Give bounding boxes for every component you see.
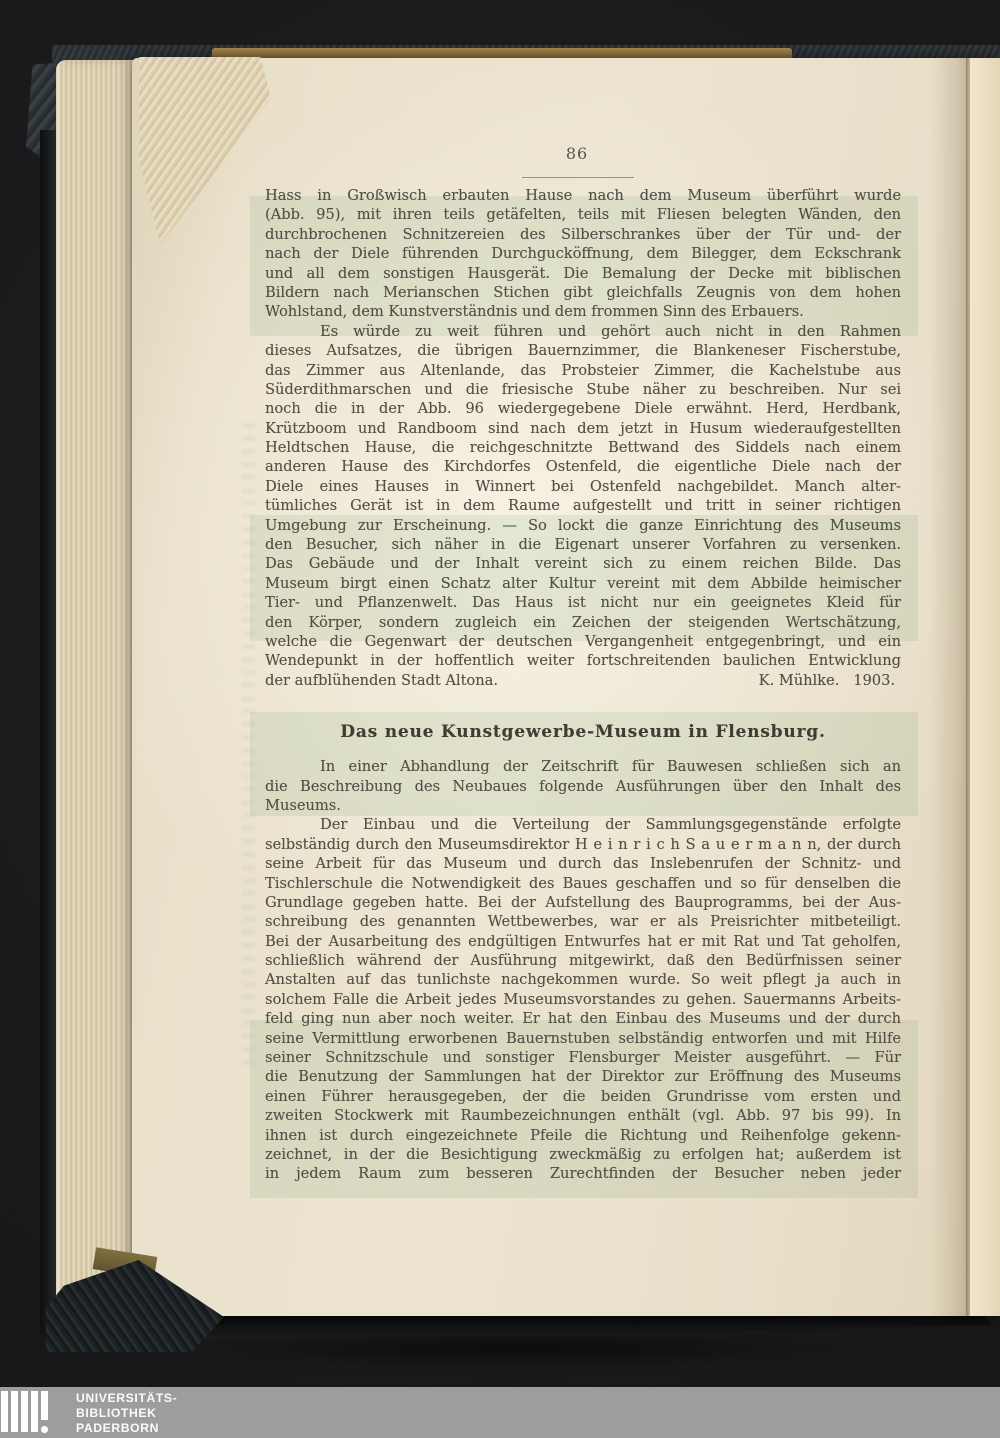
text-line: Hass in Großwisch erbauten Hause nach dem Museum überführt wurde <box>265 187 901 204</box>
library-name <box>76 1391 177 1436</box>
section-heading: Das neue Kunstgewerbe-Museum in Flensburg. <box>340 722 826 743</box>
margin-stamp-ghost <box>242 420 255 1065</box>
text-line: ihnen ist durch eingezeichnete Pfeile die Richtung und Reihenfolge gekenn- <box>265 1126 901 1144</box>
text-line: den Körper, sondern zugleich ein Zeichen der steigenden Wertschätzung, <box>265 613 901 631</box>
text-line: der aufblühenden Stadt Altona. <box>265 671 498 689</box>
page-number-rule <box>522 177 634 178</box>
text-line: seine Vermittlung erworbenen Bauernstuben selbständig entworfen und mit Hilfe <box>265 1029 901 1047</box>
text-line: zeichnet, in der die Besichtigung zweckmäßig zu erfolgen hat; außerdem ist <box>265 1145 901 1163</box>
text-line: welche die Gegenwart der deutschen Vergangenheit entgegenbringt, und ein <box>265 632 901 650</box>
text-line: schreibung des genannten Wettbewerbes, war er als Preisrichter mitbeteiligt. <box>265 913 901 931</box>
text-line: selbständig durch den Museumsdirektor H e i n r i c h S a u e r m a n n, der durch <box>265 835 901 853</box>
text-line: in jedem Raum zum besseren Zurechtfinden der Besucher neben jeder <box>265 1165 901 1183</box>
text-column <box>265 186 901 1184</box>
next-page-edge <box>970 58 1000 1316</box>
text-line: den Besucher, sich näher in die Eigenart unserer Vorfahren zu versenken. <box>265 536 901 554</box>
text-line: zweiten Stockwerk mit Raumbezeichnungen enthält (vgl. Abb. 97 bis 99). In <box>265 1107 901 1125</box>
text-line: Bei der Ausarbeitung des endgültigen Entwurfes hat er mit Rat und Tat geholfen, <box>265 932 901 950</box>
text-line: Museums. <box>265 796 341 814</box>
text-line: Heldtschen Hause, die reichgeschnitzte Bettwand des Siddels nach einem <box>265 439 901 457</box>
text-line: Grundlage gegeben hatte. Bei der Aufstellung des Bauprogramms, bei der Aus- <box>265 893 901 911</box>
text-line: Bildern nach Merianschen Stichen gibt gleichfalls Zeugnis von dem hohen <box>265 283 901 301</box>
text-line: In einer Abhandlung der Zeitschrift für Bauwesen schließen sich an <box>320 758 901 776</box>
author-signature: K. Mühlke. 1903. <box>758 671 895 689</box>
library-name-line: PADERBORN <box>76 1421 160 1435</box>
page-stack-edges <box>56 60 144 1318</box>
page-crease <box>966 58 969 1316</box>
signature-line <box>265 671 901 690</box>
text-line: die Beschreibung des Neubaues folgende Ausführungen über den Inhalt des <box>265 777 901 795</box>
logo-dot <box>41 1426 48 1433</box>
library-footer-bar <box>0 1387 1000 1438</box>
library-name-line: BIBLIOTHEK <box>76 1406 157 1420</box>
text-line: Das Gebäude und der Inhalt vereint sich zu einem reichen Bilde. Das <box>265 555 901 573</box>
text-line: das Zimmer aus Altenlande, das Probsteier Zimmer, die Kachelstube aus <box>265 361 901 379</box>
text-line: (Abb. 95), mit ihren teils getäfelten, teils mit Fliesen belegten Wänden, den <box>265 206 901 224</box>
book-shadow <box>130 1336 910 1376</box>
text-line: Krützboom und Randboom sind nach dem jetzt in Husum wiederaufgestellten <box>265 419 901 437</box>
text-line: die Benutzung der Sammlungen hat der Direktor zur Eröffnung des Museums <box>265 1068 901 1086</box>
text-line: durchbrochenen Schnitzereien des Silberschrankes über der Tür und- der <box>265 225 901 243</box>
text-line: Anstalten auf das tunlichste nachgekommen wurde. So weit pflegt ja auch in <box>265 971 901 989</box>
text-line: Wohlstand, dem Kunstverständnis und dem frommen Sinn des Erbauers. <box>265 303 804 321</box>
text-line: Wendepunkt in der hoffentlich weiter fortschreitenden baulichen Entwicklung <box>265 652 901 670</box>
text-line: solchem Falle die Arbeit jedes Museumsvorstandes zu gehen. Sauermanns Arbeits- <box>265 990 901 1008</box>
library-name-line: UNIVERSITÄTS- <box>76 1391 178 1405</box>
page-number: 86 <box>565 144 589 163</box>
text-line: seine Arbeit für das Museum und durch das Inslebenrufen der Schnitz- und <box>265 855 901 873</box>
text-line: Museum birgt einen Schatz alter Kultur vereint mit dem Abbilde heimischer <box>265 574 901 592</box>
text-line: einen Führer herausgegeben, der die beiden Grundrisse vom ersten und <box>265 1087 901 1105</box>
text-line: Tier- und Pflanzenwelt. Das Haus ist nicht nur ein geeignetes Kleid für <box>265 594 901 612</box>
text-line: Der Einbau und die Verteilung der Sammlungsgegenstände erfolgte <box>320 816 901 834</box>
text-line: nach der Diele führenden Durchgucköffnung, dem Bilegger, dem Eckschrank <box>265 245 901 263</box>
text-line: und all dem sonstigen Hausgerät. Die Bemalung der Decke mit biblischen <box>265 264 901 282</box>
text-line: feld ging nun aber noch weiter. Er hat den Einbau des Museums und der durch <box>265 1010 901 1028</box>
text-line: seiner Schnitzschule und sonstiger Flensburger Meister ausgeführt. — Für <box>265 1049 901 1067</box>
text-line: Es würde zu weit führen und gehört auch nicht in den Rahmen <box>320 322 901 340</box>
text-line: noch die in der Abb. 96 wiedergegebene Diele erwähnt. Herd, Herdbank, <box>265 400 901 418</box>
text-line: Diele eines Hauses in Winnert bei Ostenfeld nachgebildet. Manch alter- <box>265 477 901 495</box>
text-line: schließlich während der Ausführung mitgewirkt, daß den Bedürfnissen seiner <box>265 952 901 970</box>
text-line: Süderdithmarschen und die friesische Stube näher zu beschreiben. Nur sei <box>265 380 901 398</box>
text-line: tümliches Gerät ist in dem Raume aufgestellt und tritt in seiner richtigen <box>265 497 901 515</box>
text-line: Umgebung zur Erscheinung. — So lockt die ganze Einrichtung des Museums <box>265 516 901 534</box>
text-line: anderen Hause des Kirchdorfes Ostenfeld, die eigentliche Diele nach der <box>265 458 901 476</box>
scanned-page <box>132 58 1000 1316</box>
library-logo-icon <box>0 1389 52 1435</box>
text-line: Tischlerschule die Notwendigkeit des Baues geschaffen und so für denselben die <box>265 874 901 892</box>
text-line: dieses Aufsatzes, die übrigen Bauernzimmer, die Blankeneser Fischerstube, <box>265 342 901 360</box>
